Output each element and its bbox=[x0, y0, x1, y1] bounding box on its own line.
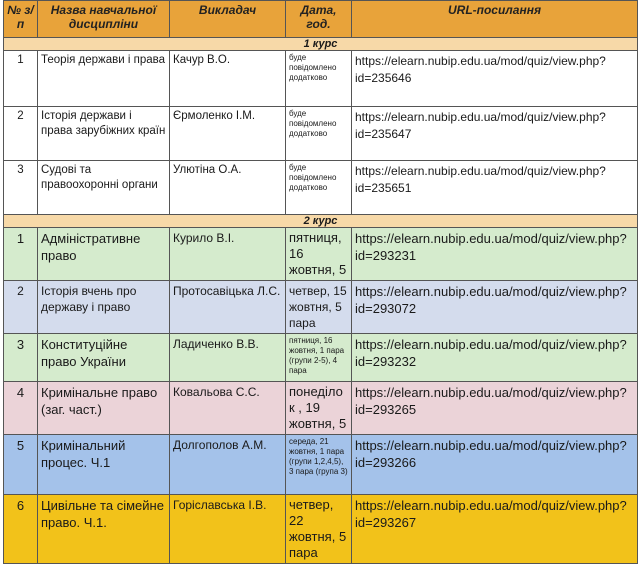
row-num: 2 bbox=[4, 107, 38, 161]
row-url-link[interactable]: https://elearn.nubip.edu.ua/mod/quiz/view.php?id=293232 bbox=[352, 334, 638, 382]
schedule-table bbox=[3, 0, 638, 564]
row-url-link[interactable]: https://elearn.nubip.edu.ua/mod/quiz/view.php?id=293267 bbox=[352, 495, 638, 564]
row-teacher: Ковальова С.С. bbox=[170, 382, 286, 435]
row-date: пятниця, 16 жовтня, 5 bbox=[286, 228, 352, 281]
row-url-link[interactable]: https://elearn.nubip.edu.ua/mod/quiz/view.php?id=235651 bbox=[352, 161, 638, 215]
row-num: 4 bbox=[4, 382, 38, 435]
row-subject: Конституційне право України bbox=[38, 334, 170, 382]
section-title: 1 курс bbox=[4, 38, 638, 51]
row-subject: Історія держави і права зарубіжних країн bbox=[38, 107, 170, 161]
table-row bbox=[4, 51, 638, 107]
row-date: буде повідомлено додатково bbox=[286, 51, 352, 107]
row-teacher: Долгополов А.М. bbox=[170, 435, 286, 495]
table-row bbox=[4, 382, 638, 435]
row-subject: Адміністративне право bbox=[38, 228, 170, 281]
header-num: № з/п bbox=[4, 1, 38, 38]
row-teacher: Єрмоленко І.М. bbox=[170, 107, 286, 161]
table-row bbox=[4, 495, 638, 564]
header-row bbox=[4, 1, 638, 38]
row-subject: Цивільне та сімейне право. Ч.1. bbox=[38, 495, 170, 564]
row-subject: Історія вчень про державу і право bbox=[38, 281, 170, 334]
row-date: четвер, 22 жовтня, 5 пара bbox=[286, 495, 352, 564]
table-row bbox=[4, 334, 638, 382]
row-subject: Судові та правоохоронні органи bbox=[38, 161, 170, 215]
row-date: буде повідомлено додатково bbox=[286, 107, 352, 161]
row-teacher: Горіславська І.В. bbox=[170, 495, 286, 564]
row-date: середа, 21 жовтня, 1 пара (групи 1,2,4,5), 3 пара (група 3) bbox=[286, 435, 352, 495]
row-subject: Теорія держави і права bbox=[38, 51, 170, 107]
row-num: 1 bbox=[4, 228, 38, 281]
row-subject: Кримінальне право (заг. част.) bbox=[38, 382, 170, 435]
row-date: четвер, 15 жовтня, 5 пара bbox=[286, 281, 352, 334]
header-date: Дата, год. bbox=[286, 1, 352, 38]
table-row bbox=[4, 161, 638, 215]
row-date: буде повідомлено додатково bbox=[286, 161, 352, 215]
row-teacher: Качур В.О. bbox=[170, 51, 286, 107]
row-num: 6 bbox=[4, 495, 38, 564]
row-teacher: Ладиченко В.В. bbox=[170, 334, 286, 382]
row-date: пятниця, 16 жовтня, 1 пара (групи 2-5), 4 пара bbox=[286, 334, 352, 382]
section-row-course-2 bbox=[4, 215, 638, 228]
header-teacher: Викладач bbox=[170, 1, 286, 38]
row-subject: Кримінальний процес. Ч.1 bbox=[38, 435, 170, 495]
table-row bbox=[4, 435, 638, 495]
row-teacher: Протосавіцька Л.С. bbox=[170, 281, 286, 334]
table-row bbox=[4, 107, 638, 161]
row-teacher: Курило В.І. bbox=[170, 228, 286, 281]
row-url-link[interactable]: https://elearn.nubip.edu.ua/mod/quiz/view.php?id=293265 bbox=[352, 382, 638, 435]
section-title: 2 курс bbox=[4, 215, 638, 228]
header-subject: Назва навчальної дисципліни bbox=[38, 1, 170, 38]
row-url-link[interactable]: https://elearn.nubip.edu.ua/mod/quiz/view.php?id=235647 bbox=[352, 107, 638, 161]
row-url-link[interactable]: https://elearn.nubip.edu.ua/mod/quiz/view.php?id=235646 bbox=[352, 51, 638, 107]
header-url: URL-посилання bbox=[352, 1, 638, 38]
table-row bbox=[4, 228, 638, 281]
row-teacher: Улютіна О.А. bbox=[170, 161, 286, 215]
row-date: понеділок , 19 жовтня, 5 bbox=[286, 382, 352, 435]
row-url-link[interactable]: https://elearn.nubip.edu.ua/mod/quiz/view.php?id=293266 bbox=[352, 435, 638, 495]
row-url-link[interactable]: https://elearn.nubip.edu.ua/mod/quiz/view.php?id=293231 bbox=[352, 228, 638, 281]
row-num: 5 bbox=[4, 435, 38, 495]
row-num: 3 bbox=[4, 161, 38, 215]
row-num: 1 bbox=[4, 51, 38, 107]
row-num: 3 bbox=[4, 334, 38, 382]
section-row-course-1 bbox=[4, 38, 638, 51]
table-row bbox=[4, 281, 638, 334]
row-num: 2 bbox=[4, 281, 38, 334]
row-url-link[interactable]: https://elearn.nubip.edu.ua/mod/quiz/view.php?id=293072 bbox=[352, 281, 638, 334]
